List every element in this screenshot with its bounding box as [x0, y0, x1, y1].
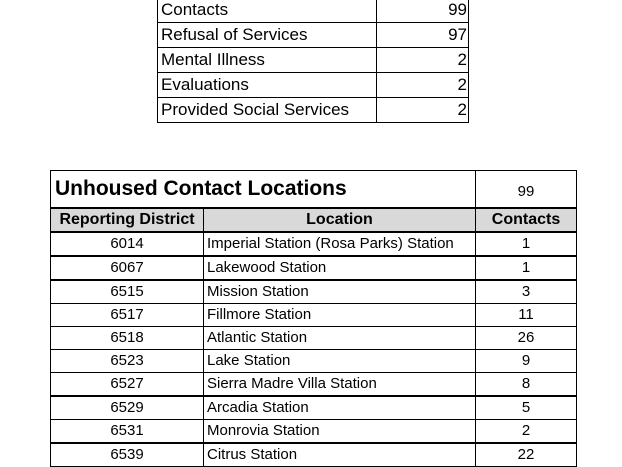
- summary-label: Evaluations: [158, 73, 377, 98]
- district-cell: 6518: [51, 327, 204, 350]
- header-contacts: Contacts: [476, 208, 577, 232]
- summary-value: 2: [377, 73, 469, 98]
- summary-row: [158, 73, 469, 98]
- contacts-cell: 2: [476, 420, 577, 444]
- table-row: [51, 256, 577, 280]
- district-cell: 6523: [51, 350, 204, 373]
- locations-total: 99: [476, 171, 577, 209]
- contacts-cell: 8: [476, 373, 577, 397]
- contacts-cell: 5: [476, 396, 577, 420]
- contacts-cell: 26: [476, 327, 577, 350]
- location-cell: Citrus Station: [204, 443, 476, 467]
- table-row: [51, 304, 577, 327]
- location-cell: Lake Station: [204, 350, 476, 373]
- location-cell: Lakewood Station: [204, 256, 476, 280]
- summary-value: 2: [377, 48, 469, 73]
- header-reporting-district: Reporting District: [51, 208, 204, 232]
- summary-value: 2: [377, 98, 469, 123]
- summary-label: Provided Social Services: [158, 98, 377, 123]
- summary-value: 99: [377, 0, 469, 23]
- summary-row: [158, 23, 469, 48]
- district-cell: 6529: [51, 396, 204, 420]
- district-cell: 6014: [51, 232, 204, 256]
- table-row: [51, 396, 577, 420]
- summary-value: 97: [377, 23, 469, 48]
- district-cell: 6539: [51, 443, 204, 467]
- location-cell: Arcadia Station: [204, 396, 476, 420]
- location-cell: Monrovia Station: [204, 420, 476, 444]
- table-row: [51, 232, 577, 256]
- location-cell: Atlantic Station: [204, 327, 476, 350]
- contacts-cell: 9: [476, 350, 577, 373]
- contacts-cell: 1: [476, 232, 577, 256]
- summary-label: Refusal of Services: [158, 23, 377, 48]
- district-cell: 6527: [51, 373, 204, 397]
- header-location: Location: [204, 208, 476, 232]
- summary-row: [158, 48, 469, 73]
- location-cell: Imperial Station (Rosa Parks) Station: [204, 232, 476, 256]
- table-row: [51, 373, 577, 397]
- contacts-cell: 1: [476, 256, 577, 280]
- table-row: [51, 350, 577, 373]
- table-row: [51, 280, 577, 304]
- summary-row: [158, 0, 469, 23]
- contacts-cell: 3: [476, 280, 577, 304]
- summary-label: Contacts: [158, 0, 377, 23]
- district-cell: 6531: [51, 420, 204, 444]
- location-cell: Mission Station: [204, 280, 476, 304]
- district-cell: 6067: [51, 256, 204, 280]
- location-cell: Sierra Madre Villa Station: [204, 373, 476, 397]
- table-row: [51, 327, 577, 350]
- table-row: [51, 443, 577, 467]
- contacts-cell: 22: [476, 443, 577, 467]
- summary-table: [157, 0, 469, 123]
- locations-header-row: [51, 208, 577, 232]
- district-cell: 6515: [51, 280, 204, 304]
- locations-title-row: [51, 171, 577, 209]
- locations-table: [50, 170, 577, 467]
- summary-row: [158, 98, 469, 123]
- locations-title: Unhoused Contact Locations: [51, 171, 476, 209]
- contacts-cell: 11: [476, 304, 577, 327]
- summary-label: Mental Illness: [158, 48, 377, 73]
- location-cell: Fillmore Station: [204, 304, 476, 327]
- table-row: [51, 420, 577, 444]
- district-cell: 6517: [51, 304, 204, 327]
